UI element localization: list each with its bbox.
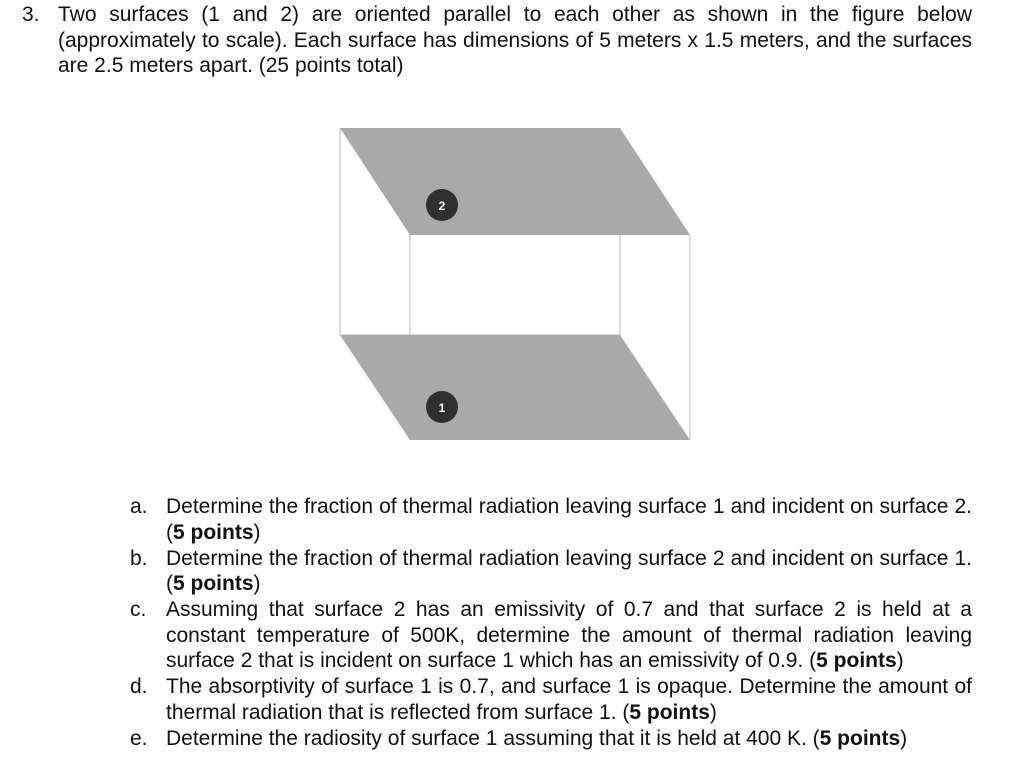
points-value: 5 points bbox=[819, 726, 901, 750]
surface-1-marker-label: 1 bbox=[438, 401, 446, 415]
surface-1 bbox=[340, 335, 690, 440]
points-value: 5 points bbox=[173, 572, 254, 595]
problem-statement bbox=[22, 2, 972, 79]
sub-question-text: Determine the radiosity of surface 1 assuming that it is held at 400 K. (5 points) bbox=[166, 726, 908, 750]
points-value: 5 points bbox=[629, 700, 710, 724]
sub-question-text: Determine the fraction of thermal radiation leaving surface 1 and incident on surface 2. (5 points) bbox=[166, 495, 972, 544]
sub-question-c bbox=[130, 597, 972, 674]
sub-question-label: b. bbox=[130, 546, 148, 570]
surface-2 bbox=[340, 128, 690, 235]
sub-question-label: a. bbox=[130, 495, 148, 518]
parallel-surfaces-figure bbox=[330, 120, 700, 450]
sub-question-a bbox=[130, 494, 972, 545]
sub-question-label: e. bbox=[130, 726, 148, 750]
points-value: 5 points bbox=[816, 649, 897, 672]
sub-question-label: c. bbox=[130, 598, 147, 621]
sub-question-label: d. bbox=[130, 675, 148, 698]
problem-text: Two surfaces (1 and 2) are oriented parallel to each other as shown in the figure below (approximately to scale). Each surface has dimensions of 5 meters x 1.5 meters, and the surfaces are 2.5 meters apart. (25 points total) bbox=[58, 3, 972, 77]
sub-questions-list bbox=[130, 494, 972, 752]
sub-question-d bbox=[130, 674, 972, 725]
sub-question-text: Assuming that surface 2 has an emissivity of 0.7 and that surface 2 is held at a constant temperature of 500K, determine the amount of thermal radiation leaving surface 2 that is incident on surface 1 which has an emissivity of 0.9. (5 points) bbox=[166, 598, 972, 672]
surface-2-marker-label: 2 bbox=[438, 199, 446, 213]
sub-question-text: The absorptivity of surface 1 is 0.7, and surface 1 is opaque. Determine the amount of thermal radiation that is reflected from surface 1. (5 points) bbox=[166, 675, 972, 724]
sub-question-b bbox=[130, 546, 972, 597]
sub-question-e bbox=[130, 726, 972, 752]
figure-svg bbox=[330, 120, 700, 450]
problem-number: 3. bbox=[22, 3, 40, 26]
points-value: 5 points bbox=[173, 520, 254, 544]
sub-question-text: Determine the fraction of thermal radiation leaving surface 2 and incident on surface 1. (5 points) bbox=[166, 546, 972, 595]
